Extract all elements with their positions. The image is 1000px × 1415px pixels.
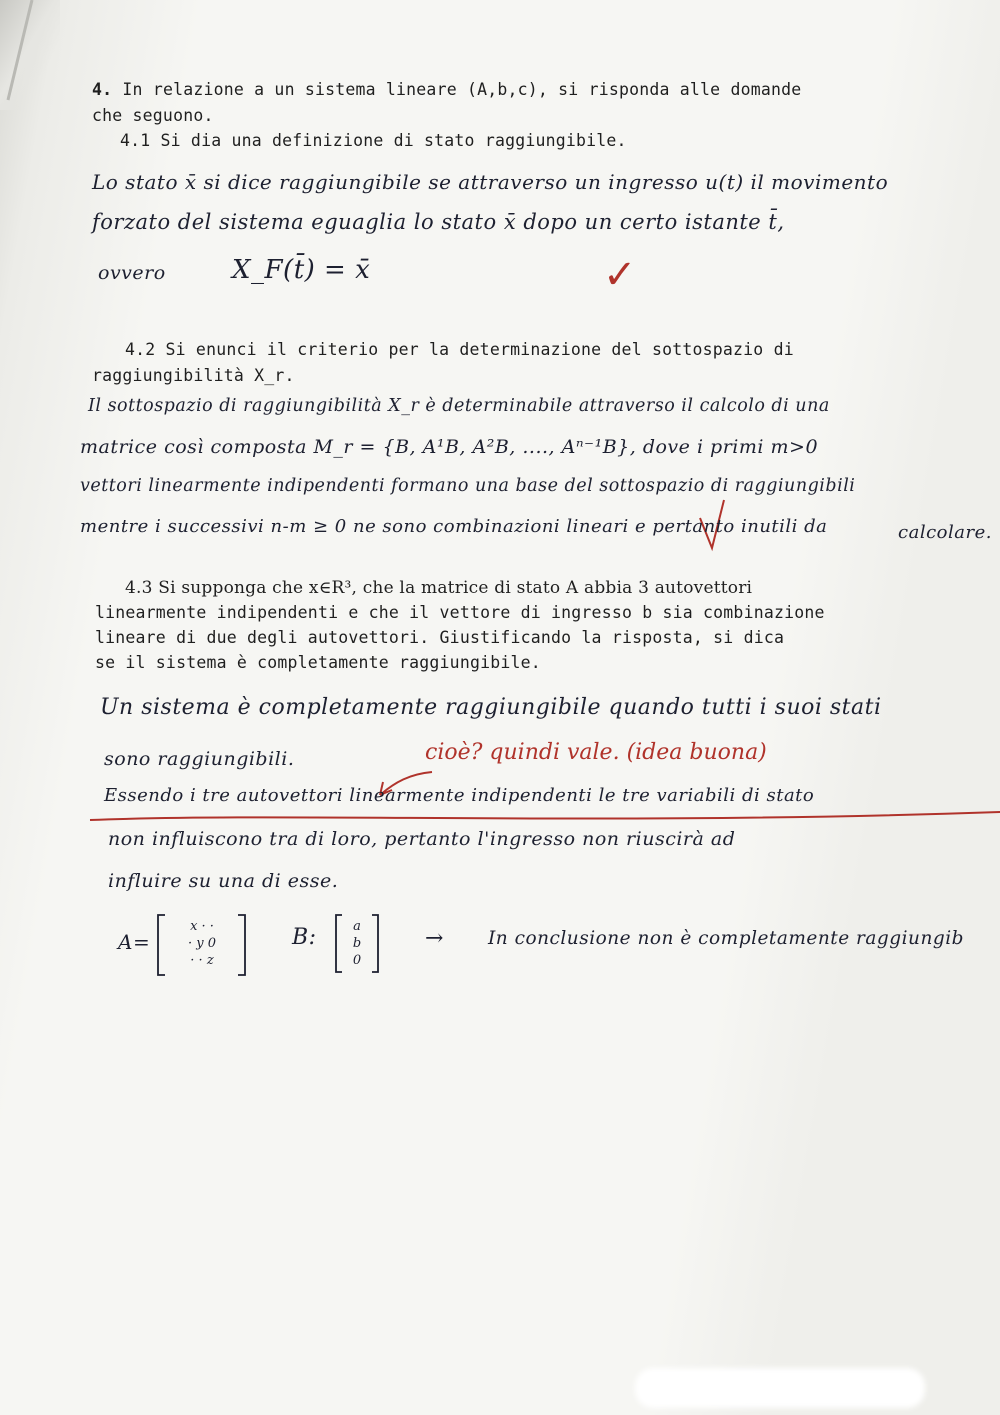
matrix-a-row: · · z: [190, 953, 214, 968]
answer-4-3-conclusion: In conclusione non è completamente raggiungib: [488, 928, 964, 949]
scan-edge-line: [8, 0, 32, 100]
question-4-2-prompt-line2: raggiungibilità X_r.: [92, 366, 295, 385]
question-4-intro-text: In relazione a un sistema lineare (A,b,c), si risponda alle domande: [122, 80, 802, 99]
vector-b-bracket-right: [372, 915, 378, 972]
answer-4-1-formula: X_F(t̄) = x̄: [232, 255, 371, 285]
question-4-intro-line2: che seguono.: [92, 106, 214, 125]
matrix-a-row: x · ·: [190, 919, 214, 934]
question-number: 4.: [92, 80, 113, 99]
answer-4-3-line5: influire su una di esse.: [108, 870, 339, 892]
answer-4-1-line1: Lo stato x̄ si dice raggiungibile se attraverso un ingresso u(t) il movimento: [92, 170, 889, 194]
question-4-3-prompt-line4: se il sistema è completamente raggiungibile.: [95, 653, 541, 672]
answer-4-2-line5: calcolare.: [898, 522, 992, 543]
question-4-3-prompt-line3: lineare di due degli autovettori. Giustificando la risposta, si dica: [95, 628, 785, 647]
answer-4-3-line4: non influiscono tra di loro, pertanto l'ingresso non riuscirà ad: [108, 828, 736, 850]
matrix-a: [168, 918, 236, 969]
question-4-intro-line1: [92, 80, 801, 99]
question-4-3-prompt-line1: 4.3 Si supponga che x∈R³, che la matrice di stato A abbia 3 autovettori: [125, 578, 753, 598]
answer-4-3-line1: Un sistema è completamente raggiungibile quando tutti i suoi stati: [100, 695, 882, 720]
teacher-comment: cioè? quindi vale. (idea buona): [425, 740, 767, 765]
matrix-a-row: · y 0: [187, 936, 216, 951]
vector-b-row: b: [352, 936, 362, 951]
matrix-a-label: A=: [118, 930, 151, 954]
vector-b-label: B:: [292, 925, 317, 950]
answer-4-2-line4: mentre i successivi n-m ≥ 0 ne sono combinazioni lineari e pertanto inutili da: [80, 516, 828, 537]
vector-b-bracket-left: [336, 915, 342, 972]
answer-4-3-line2: sono raggiungibili.: [104, 748, 295, 770]
check-mark-icon: ✓: [603, 252, 637, 298]
question-4-1-prompt: 4.1 Si dia una definizione di stato raggiungibile.: [120, 131, 627, 150]
arrow-icon: →: [425, 926, 444, 951]
vector-b: [343, 918, 371, 969]
answer-4-1-line2: forzato del sistema eguaglia lo stato x̄ dopo un certo istante t̄,: [92, 210, 785, 234]
vector-b-row: 0: [352, 953, 362, 968]
answer-4-3-line3: Essendo i tre autovettori linearmente indipendenti le tre variabili di stato: [104, 785, 815, 806]
answer-4-2-line1: Il sottospazio di raggiungibilità X_r è determinabile attraverso il calcolo di una: [88, 396, 830, 416]
answer-4-2-line3: vettori linearmente indipendenti formano una base del sottospazio di raggiungibili: [80, 476, 856, 496]
question-4-3-prompt-line2: linearmente indipendenti e che il vettore di ingresso b sia combinazione: [95, 603, 825, 622]
answer-4-1-ovvero: ovvero: [98, 262, 166, 284]
answer-4-2-line2: matrice così composta M_r = {B, A¹B, A²B, ...., Aⁿ⁻¹B}, dove i primi m>0: [80, 436, 819, 458]
question-4-2-prompt-line1: 4.2 Si enunci il criterio per la determinazione del sottospazio di: [125, 340, 794, 359]
vector-b-row: a: [353, 919, 361, 934]
matrix-a-bracket-left: [158, 915, 165, 975]
matrix-a-bracket-right: [238, 915, 245, 975]
redacted-area: [635, 1368, 925, 1408]
red-underline: [90, 812, 1000, 820]
